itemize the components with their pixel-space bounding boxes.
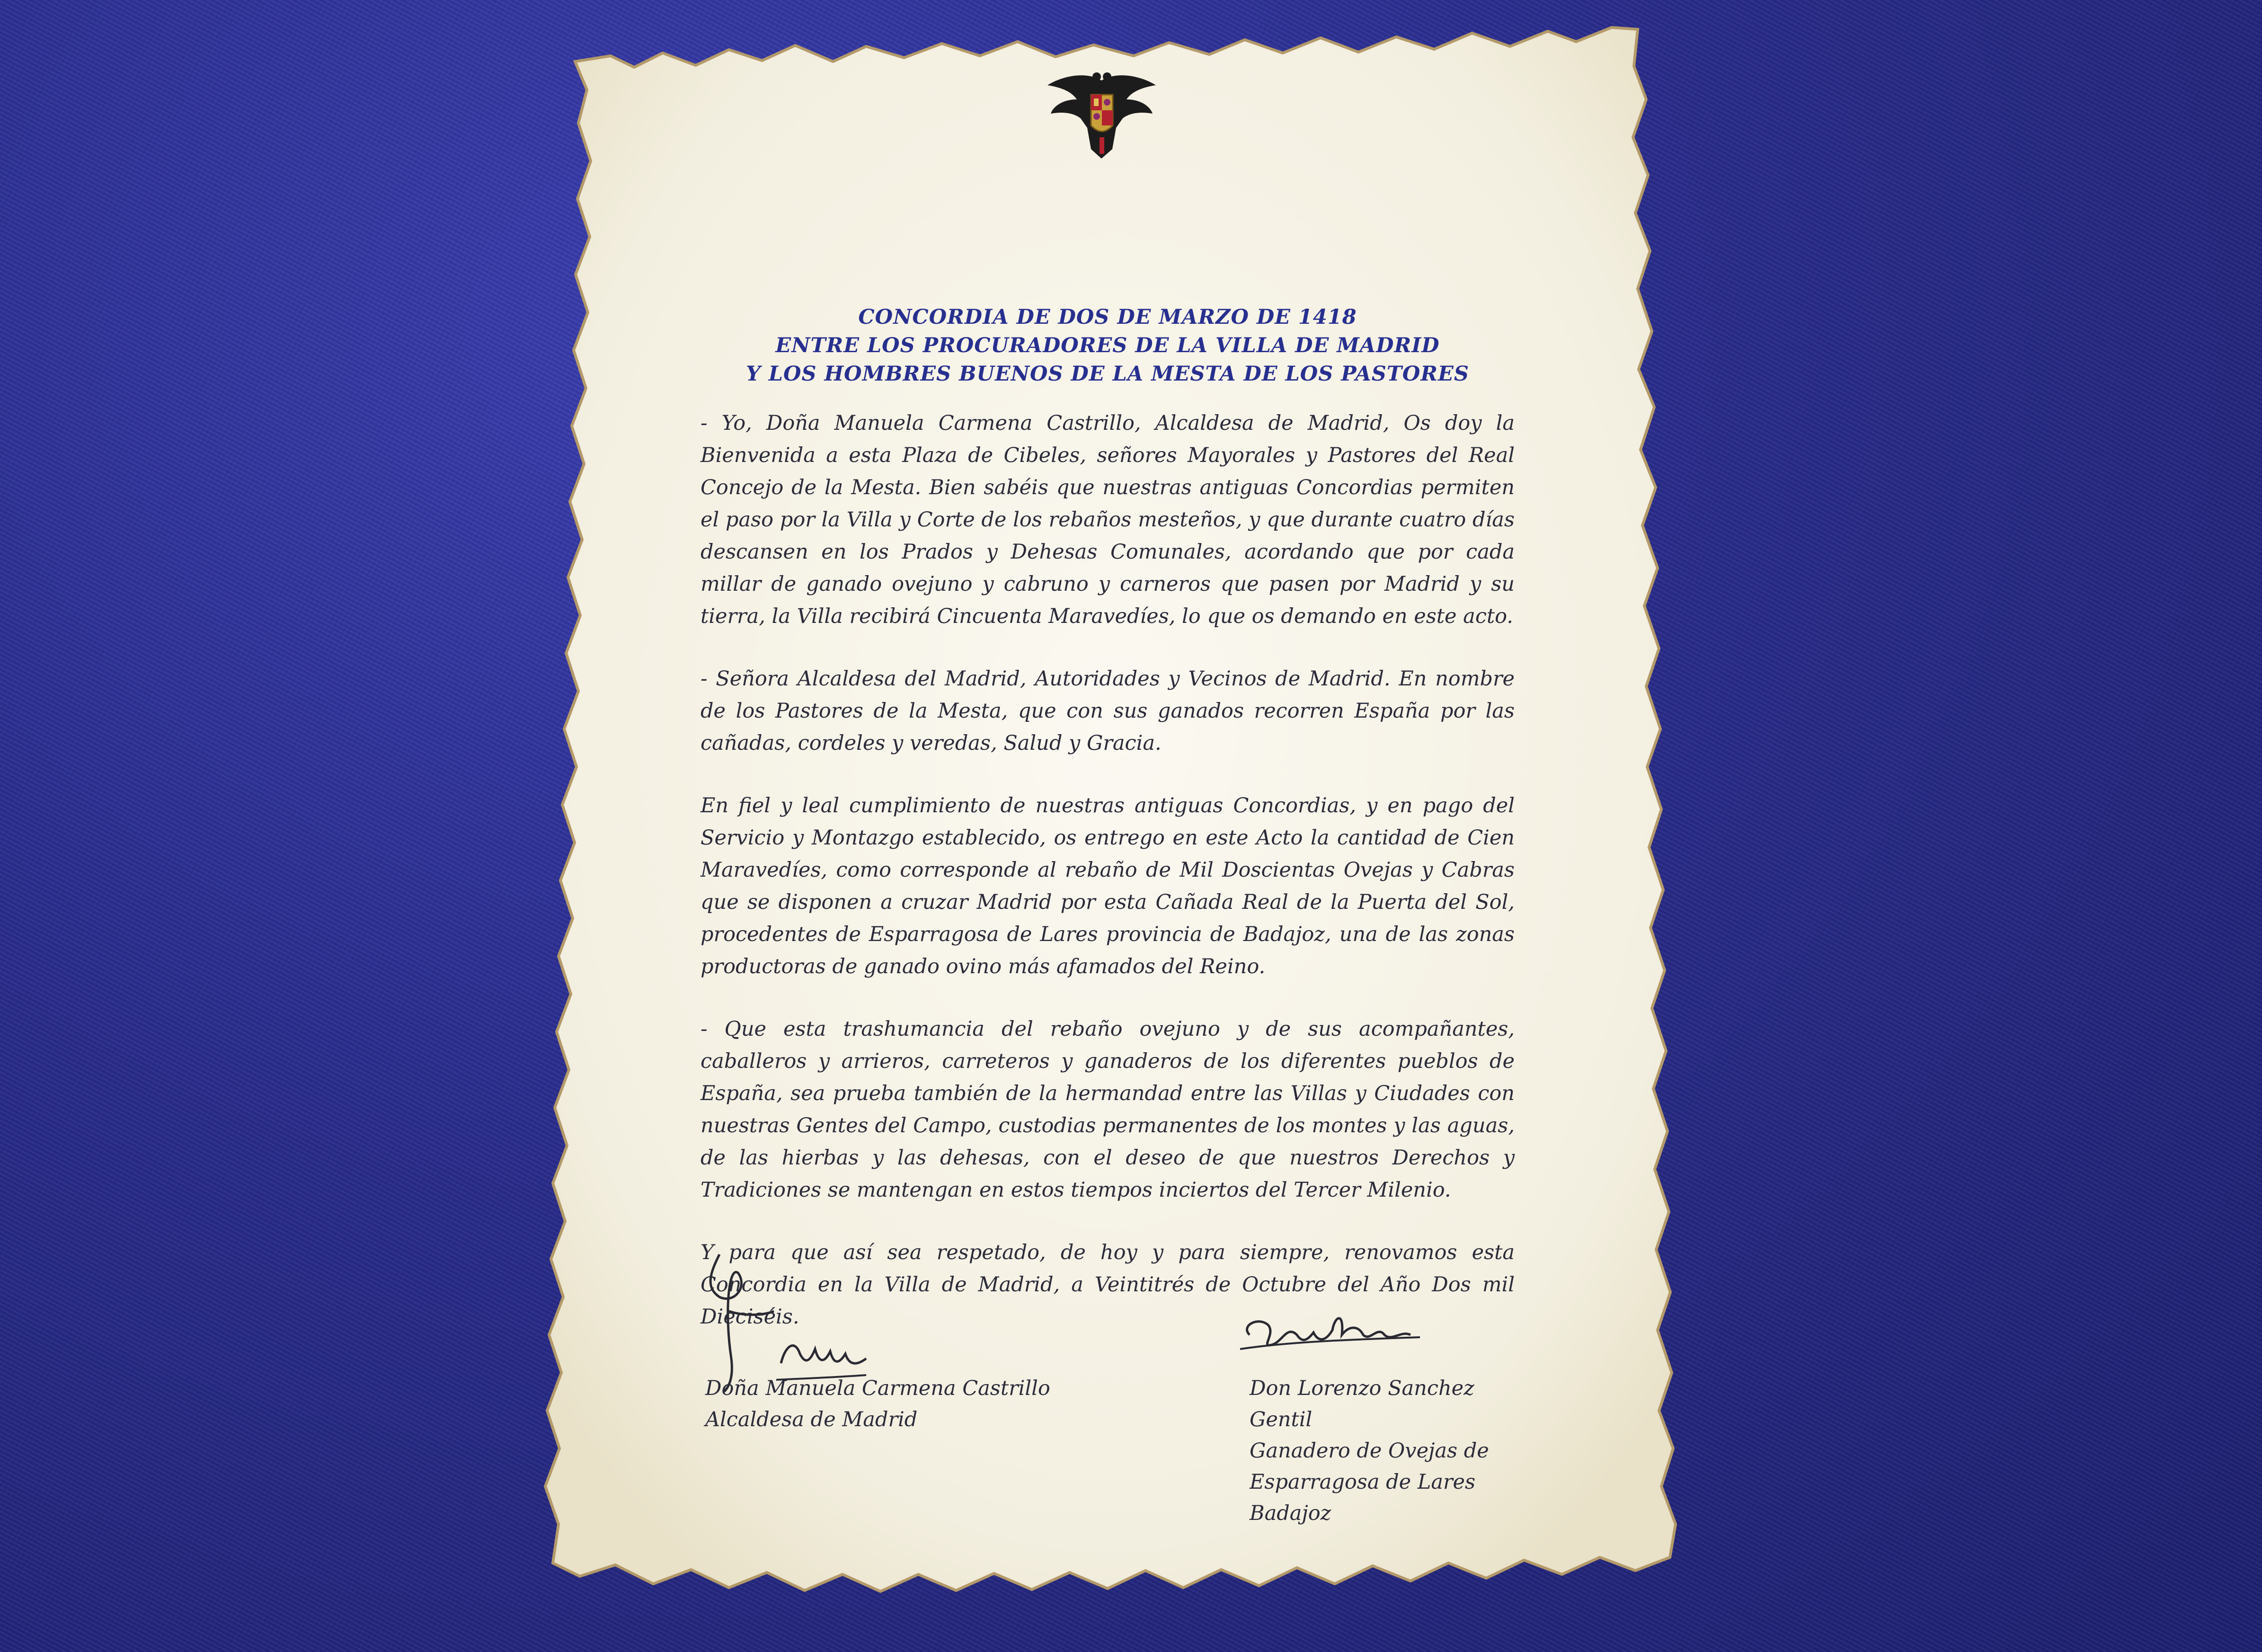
signature-right-caption <box>1250 1373 1515 1529</box>
signer-right-title-3: Badajoz <box>1250 1501 1331 1525</box>
signer-left-title: Alcaldesa de Madrid <box>705 1408 918 1431</box>
signer-left-name: Doña Manuela Carmena Castrillo <box>705 1377 1050 1400</box>
paragraph-welcome: - Yo, Doña Manuela Carmena Castrillo, Alcaldesa de Madrid, Os doy la Bienvenida a esta Plaza de Cibeles, señores Mayorales y Pastores del Real Concejo de la Mesta. Bien sabéis que nuestras antiguas Concordias permiten el paso por la Villa y Corte de los rebaños mesteños, y que durante cuatro días descansen en los Prados y Dehesas Comunales, acordando que por cada millar de ganado ovejuno y cabruno y carneros que pasen por Madrid y su tierra, la Villa recibirá Cincuenta Maravedíes, lo que os demando en este acto. <box>701 411 1515 628</box>
paragraph-closing: Y para que así sea respetado, de hoy y para siempre, renovamos esta Concordia en la Villa de Madrid, a Veintitrés de Octubre del Año Dos mil Dieciséis. <box>701 1241 1515 1329</box>
paragraph-greeting: - Señora Alcaldesa del Madrid, Autoridades y Vecinos de Madrid. En nombre de los Pastores de la Mesta, que con sus ganados recorren España por las cañadas, cordeles y veredas, Salud y Gracia. <box>701 667 1515 755</box>
signature-section <box>701 1259 1515 1525</box>
document-heading <box>701 303 1515 388</box>
heading-line-3: Y LOS HOMBRES BUENOS DE LA MESTA DE LOS PASTORES <box>746 362 1469 386</box>
signer-right-name: Don Lorenzo Sanchez Gentil <box>1250 1377 1474 1431</box>
handwritten-signature-right <box>1231 1297 1448 1368</box>
coat-of-arms-eagle-icon <box>1044 66 1160 161</box>
heading-line-1: CONCORDIA DE DOS DE MARZO DE 1418 <box>858 305 1357 329</box>
document-body <box>701 303 1515 1363</box>
signer-right-title-2: Esparragosa de Lares <box>1250 1470 1476 1494</box>
signer-right-title-1: Ganadero de Ovejas de <box>1250 1439 1489 1463</box>
paragraph-payment: En fiel y leal cumplimiento de nuestras antiguas Concordias, y en pago del Servicio y Montazgo establecido, os entrego en este Acto la cantidad de Cien Maravedíes, como corresponde al rebaño de Mil Doscientas Ovejas y Cabras que se disponen a cruzar Madrid por esta Cañada Real de la Puerta del Sol, procedentes de Esparragosa de Lares provincia de Badajoz, una de las zonas productoras de ganado ovino más afamados del Reino. <box>701 794 1515 978</box>
paragraph-transhumance: - Que esta trashumancia del rebaño ovejuno y de sus acompañantes, caballeros y arrieros, carreteros y ganaderos de los diferentes pueblos de España, sea prueba también de la hermandad entre las Villas y Ciudades con nuestras Gentes del Campo, custodias permanentes de los montes y las aguas, de las hierbas y las dehesas, con el deseo de que nuestros Derechos y Tradiciones se mantengan en estos tiempos inciertos del Tercer Milenio. <box>701 1017 1515 1202</box>
heading-line-2: ENTRE LOS PROCURADORES DE LA VILLA DE MADRID <box>775 334 1440 357</box>
signature-left-caption <box>705 1373 1050 1435</box>
